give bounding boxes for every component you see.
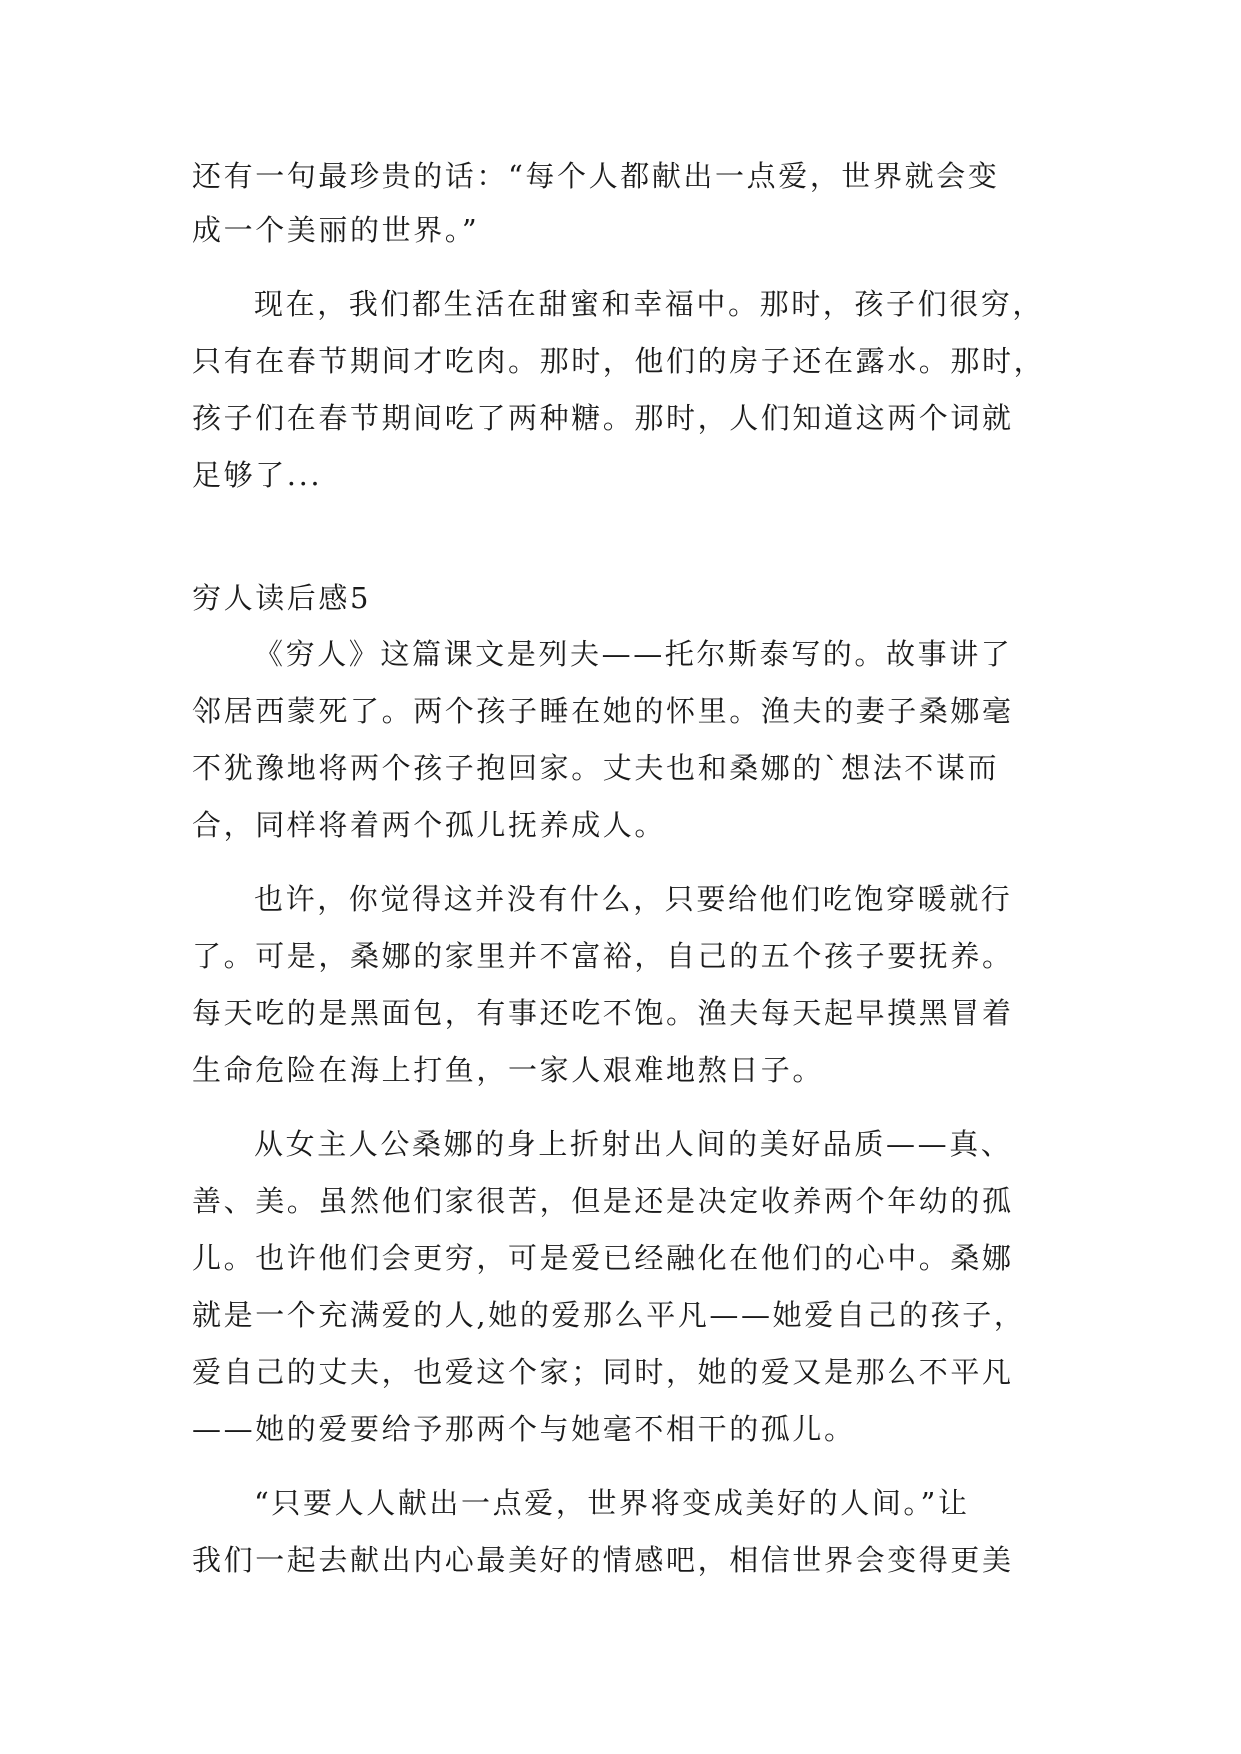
text-line: 我们一起去献出内心最美好的情感吧，相信世界会变得更美 bbox=[192, 1543, 1014, 1577]
text-line: 不犹豫地将两个孩子抱回家。丈夫也和桑娜的`想法不谋而 bbox=[192, 751, 1000, 785]
text-line: 了。可是，桑娜的家里并不富裕，自己的五个孩子要抚养。 bbox=[192, 939, 1014, 973]
text-line: 就是一个充满爱的人,她的爱那么平凡——她爱自己的孩子， bbox=[192, 1298, 1026, 1332]
text-line: 每天吃的是黑面包，有事还吃不饱。渔夫每天起早摸黑冒着 bbox=[192, 996, 1014, 1030]
text-line: 孩子们在春节期间吃了两种糖。那时，人们知道这两个词就 bbox=[192, 401, 1014, 435]
text-line: 只有在春节期间才吃肉。那时，他们的房子还在露水。那时， bbox=[192, 344, 1046, 378]
text-line: 成一个美丽的世界。” bbox=[192, 213, 480, 247]
paragraph-first-line: 《穷人》这篇课文是列夫——托尔斯泰写的。故事讲了 bbox=[254, 637, 1013, 671]
text-line: 足够了... bbox=[192, 458, 323, 492]
text-line: 还有一句最珍贵的话：“每个人都献出一点爱，世界就会变 bbox=[192, 159, 1000, 193]
paragraph-first-line: 也许，你觉得这并没有什么，只要给他们吃饱穿暖就行 bbox=[254, 882, 1013, 916]
text-line: 善、美。虽然他们家很苦，但是还是决定收养两个年幼的孤 bbox=[192, 1184, 1014, 1218]
paragraph-first-line: 现在，我们都生活在甜蜜和幸福中。那时，孩子们很穷， bbox=[254, 287, 1045, 321]
text-line: 爱自己的丈夫，也爱这个家；同时，她的爱又是那么不平凡 bbox=[192, 1355, 1014, 1389]
text-line: 生命危险在海上打鱼，一家人艰难地熬日子。 bbox=[192, 1053, 825, 1087]
section-heading: 穷人读后感5 bbox=[192, 581, 372, 615]
paragraph-first-line: “只要人人献出一点爱，世界将变成美好的人间。”让 bbox=[254, 1486, 970, 1520]
paragraph-first-line: 从女主人公桑娜的身上折射出人间的美好品质——真、 bbox=[254, 1127, 1013, 1161]
text-line: 儿。也许他们会更穷，可是爱已经融化在他们的心中。桑娜 bbox=[192, 1241, 1014, 1275]
text-line: 邻居西蒙死了。两个孩子睡在她的怀里。渔夫的妻子桑娜毫 bbox=[192, 694, 1014, 728]
text-line: ——她的爱要给予那两个与她毫不相干的孤儿。 bbox=[192, 1412, 856, 1446]
text-line: 合，同样将着两个孤儿抚养成人。 bbox=[192, 808, 667, 842]
